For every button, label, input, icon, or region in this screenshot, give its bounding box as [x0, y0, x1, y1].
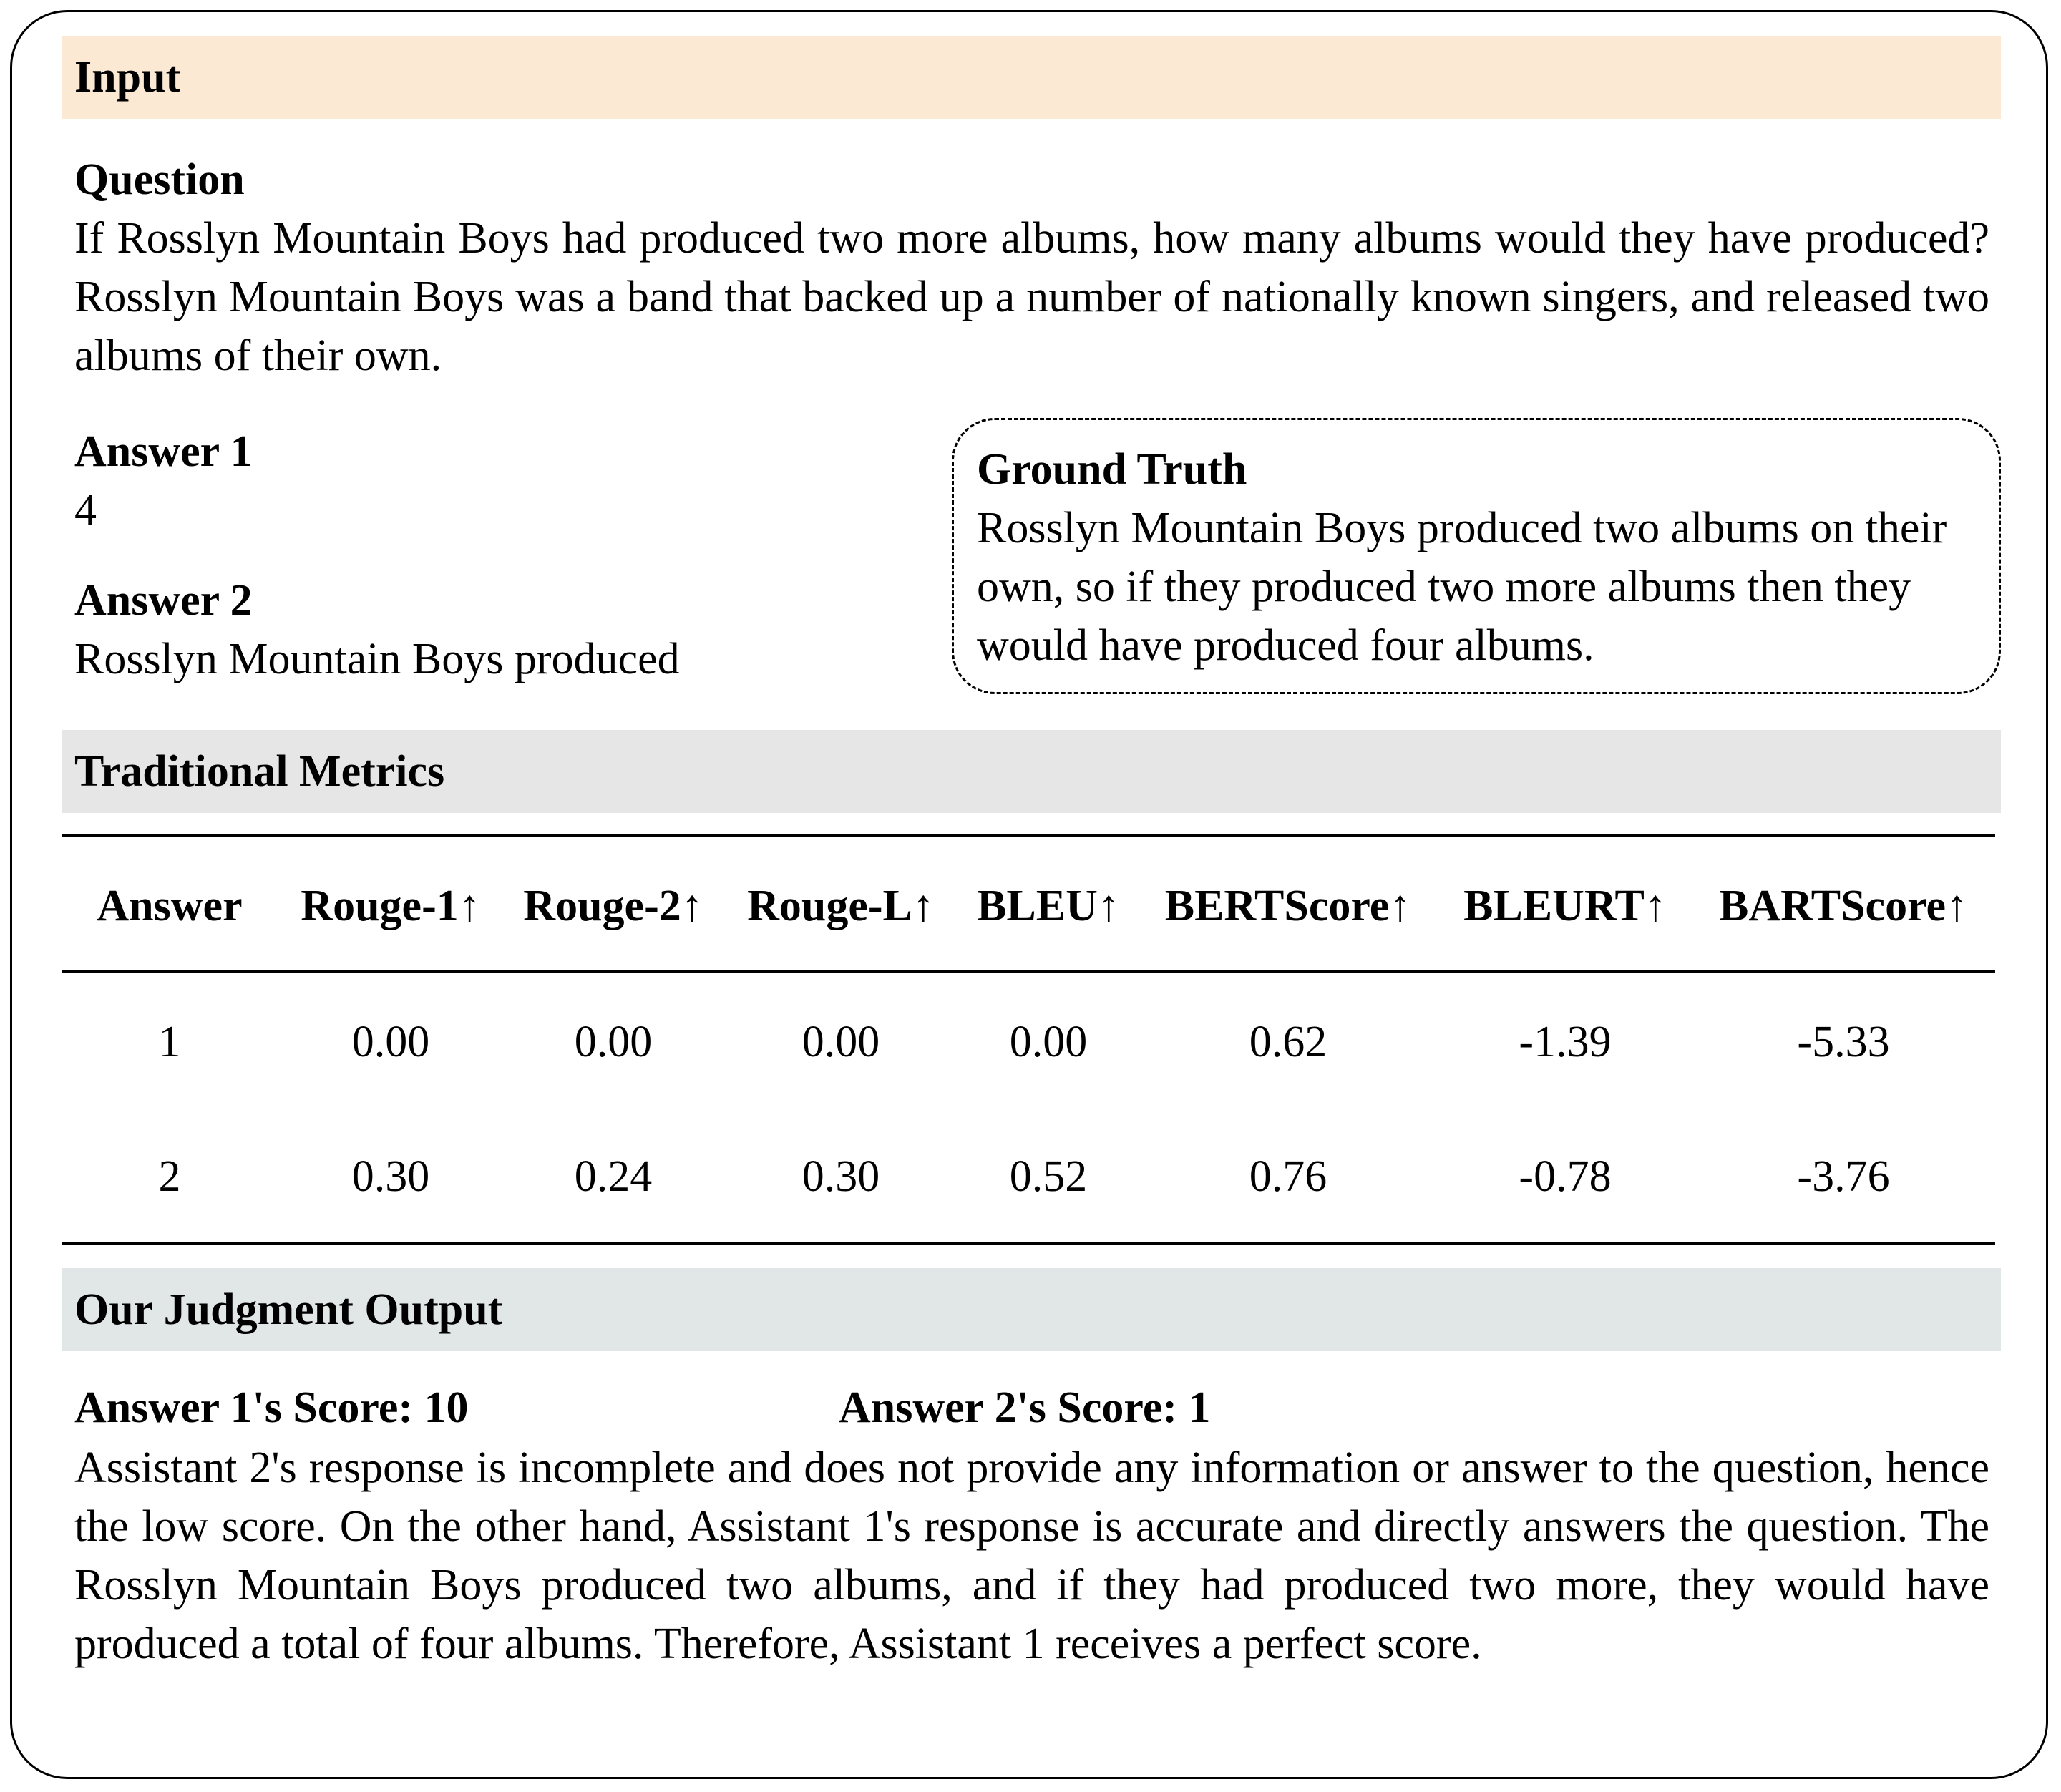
table-cell: 0.76	[1249, 1152, 1327, 1201]
answer-2-heading: Answer 2	[74, 576, 253, 625]
ground-truth-text: Rosslyn Mountain Boys produced two albums on their own, so if they produced two more albums then they would have produced four albums.	[977, 504, 1947, 670]
ground-truth-box	[952, 418, 2001, 694]
table-header-rouge-1: Rouge-1↑	[301, 882, 481, 930]
question-heading: Question	[74, 155, 245, 204]
table-cell: 0.24	[574, 1152, 653, 1201]
answer-2-score: Answer 2's Score: 1	[839, 1383, 1211, 1432]
table-header-bleurt: BLEURT↑	[1463, 882, 1667, 930]
question-block	[74, 150, 1989, 385]
table-cell: 0.62	[1249, 1018, 1327, 1066]
table-cell: 0.52	[1009, 1152, 1088, 1201]
table-header-rule	[62, 970, 1995, 973]
table-header-answer: Answer	[97, 882, 243, 930]
answer-1-score: Answer 1's Score: 10	[74, 1383, 469, 1432]
table-header-bartscore: BARTScore↑	[1719, 882, 1968, 930]
table-cell: 1	[158, 1018, 181, 1066]
table-header-bertscore: BERTScore↑	[1164, 882, 1412, 930]
table-header-bleu: BLEU↑	[977, 882, 1120, 930]
table-cell: 0.00	[351, 1018, 430, 1066]
table-cell: -0.78	[1519, 1152, 1612, 1201]
table-cell: 0.30	[802, 1152, 880, 1201]
table-cell: 0.30	[351, 1152, 430, 1201]
answer-2-text: Rosslyn Mountain Boys produced	[74, 635, 680, 683]
judgment-text: Assistant 2's response is incomplete and does not provide any information or answer to the question, hence the low score. On the other hand, Assistant 1's response is accurate and directly answers the question. The Rosslyn Mountain Boys produced two albums, and if they had produced two more, they would have produced a total of four albums. Therefore, Assistant 1 receives a perfect score.	[74, 1443, 1989, 1668]
answers-block	[74, 422, 933, 688]
judgment-section-title: Our Judgment Output	[74, 1285, 503, 1334]
table-header-rouge-2: Rouge-2↑	[523, 882, 703, 930]
table-cell: -5.33	[1797, 1018, 1890, 1066]
table-cell: 0.00	[802, 1018, 880, 1066]
ground-truth-heading: Ground Truth	[977, 445, 1247, 494]
table-cell: 2	[158, 1152, 181, 1201]
answer-1-text: 4	[74, 486, 97, 535]
metrics-section-header	[62, 730, 2001, 813]
input-section-title: Input	[74, 52, 181, 102]
table-cell: -1.39	[1519, 1018, 1612, 1066]
metrics-section-title: Traditional Metrics	[74, 746, 445, 796]
answer-1-heading: Answer 1	[74, 427, 253, 476]
table-cell: 0.00	[574, 1018, 653, 1066]
table-bottom-rule	[62, 1242, 1995, 1245]
question-text: If Rosslyn Mountain Boys had produced two more albums, how many albums would they have produced?Rosslyn Mountain Boys was a band that backed up a number of nationally known singers, and released two albums of their own.	[74, 214, 1989, 380]
judgment-section-header	[62, 1268, 2001, 1351]
input-section-header	[62, 36, 2001, 119]
table-cell: -3.76	[1797, 1152, 1890, 1201]
table-top-rule	[62, 834, 1995, 837]
table-header-rouge-l: Rouge-L↑	[747, 882, 935, 930]
table-cell: 0.00	[1009, 1018, 1088, 1066]
